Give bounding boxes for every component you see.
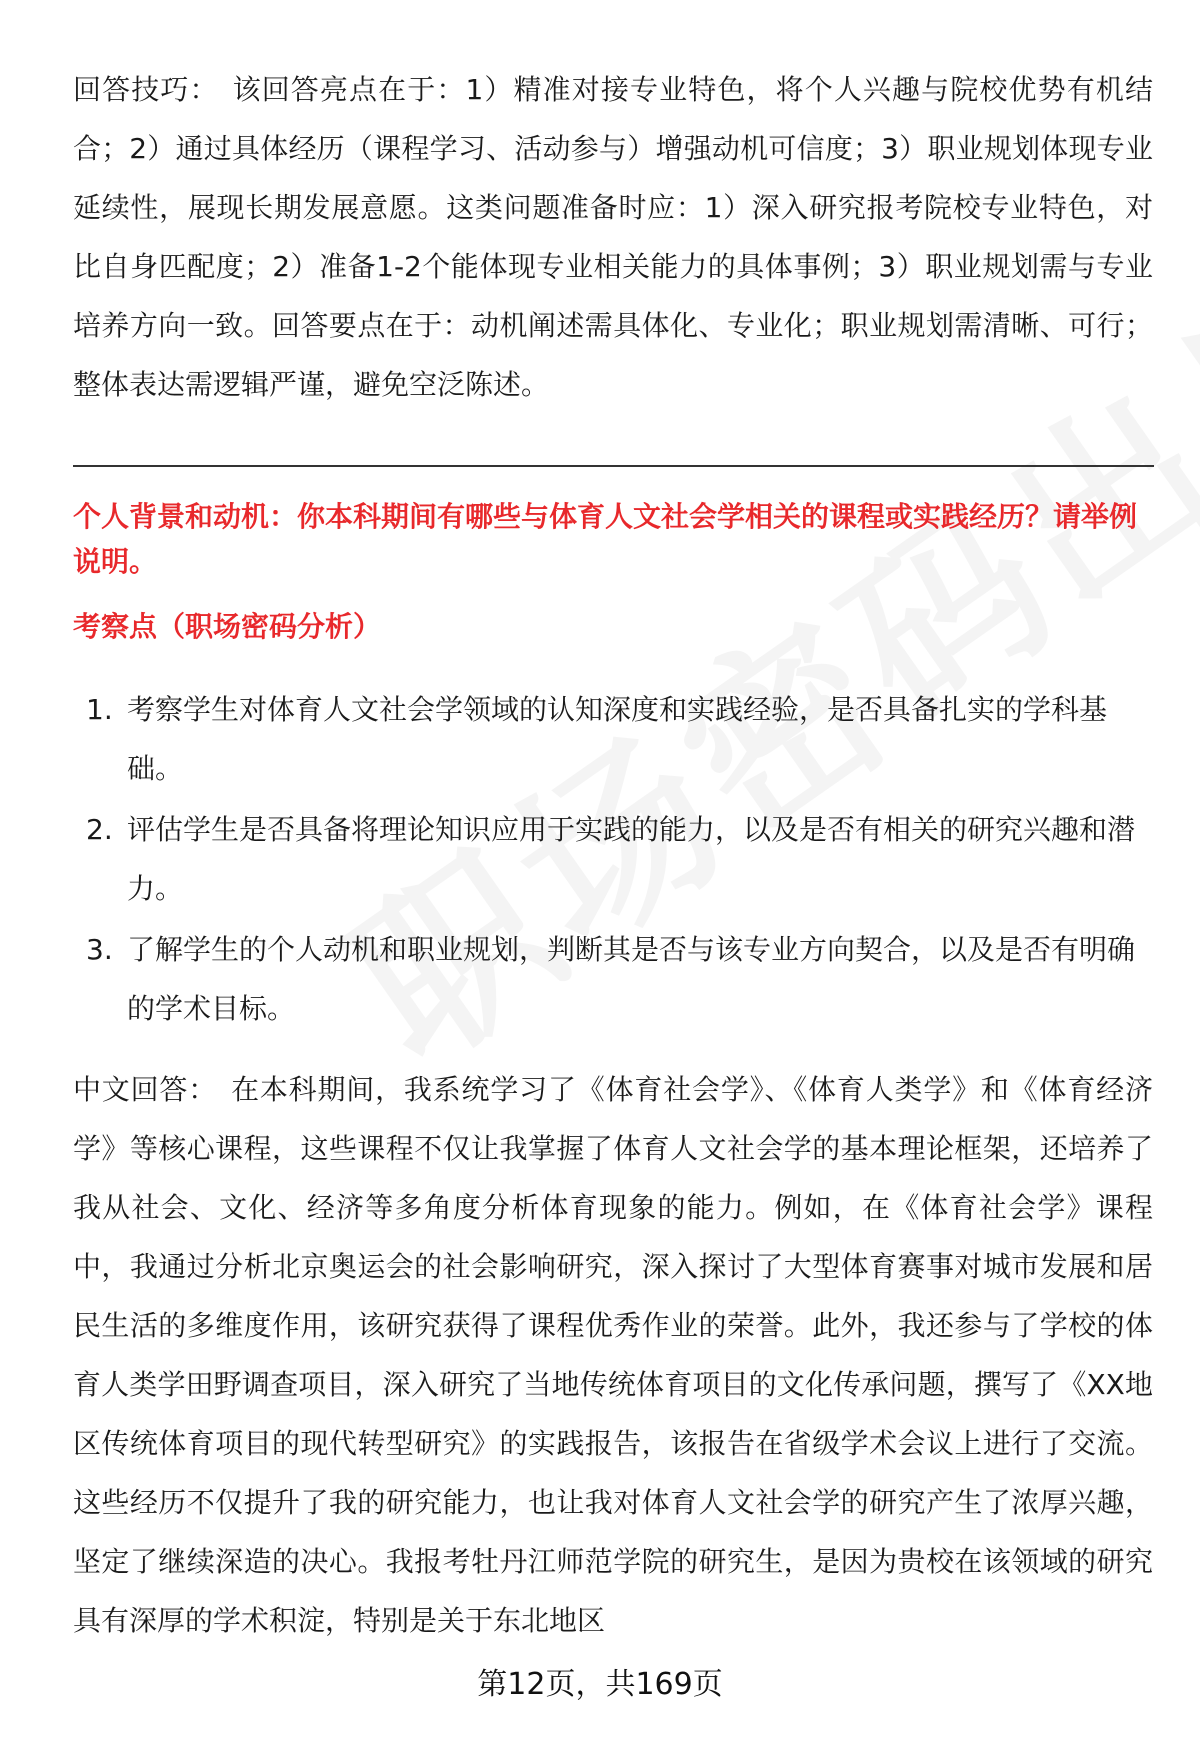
- answer-tips-paragraph: [73, 60, 1153, 414]
- answer-tips-text: 该回答亮点在于：1）精准对接专业特色，将个人兴趣与院校优势有机结合；2）通过具体经历（课程学习、活动参与）增强动机可信度；3）职业规划体现专业延续性，展现长期发展意愿。这类问题准备时应：1）深入研究报考院校专业特色，对比自身匹配度；2）准备1-2个能体现专业相关能力的具体事例；3）职业规划需与专业培养方向一致。回答要点在于：动机阐述需具体化、专业化；职业规划需清晰、可行；整体表达需逻辑严谨，避免空泛陈述。: [73, 73, 1153, 401]
- list-item: [73, 680, 1153, 798]
- list-item: [73, 800, 1153, 918]
- list-item-number: 2.: [86, 813, 113, 846]
- chinese-answer-text: 在本科期间，我系统学习了《体育社会学》、《体育人类学》和《体育经济学》等核心课程，这些课程不仅让我掌握了体育人文社会学的基本理论框架，还培养了我从社会、文化、经济等多角度分析体育现象的能力。例如，在《体育社会学》课程中，我通过分析北京奥运会的社会影响研究，深入探讨了大型体育赛事对城市发展和居民生活的多维度作用，该研究获得了课程优秀作业的荣誉。此外，我还参与了学校的体育人类学田野调查项目，深入研究了当地传统体育项目的文化传承问题，撰写了《XX地区传统体育项目的现代转型研究》的实践报告，该报告在省级学术会议上进行了交流。这些经历不仅提升了我的研究能力，也让我对体育人文社会学的研究产生了浓厚兴趣，坚定了继续深造的决心。我报考牡丹江师范学院的研究生，是因为贵校在该领域的研究具有深厚的学术积淀，特别是关于东北地区: [73, 1073, 1153, 1637]
- list-item-number: 1.: [86, 693, 113, 726]
- page-number: 第12页，共169页: [477, 1667, 723, 1702]
- question-heading: 个人背景和动机：你本科期间有哪些与体育人文社会学相关的课程或实践经历？请举例说明。: [73, 500, 1138, 578]
- assessment-heading: 考察点（职场密码分析）: [73, 610, 382, 643]
- assessment-list: [73, 680, 1153, 1040]
- chinese-answer-label: 中文回答：: [73, 1073, 218, 1106]
- list-item-number: 3.: [86, 933, 113, 966]
- list-item-text: 评估学生是否具备将理论知识应用于实践的能力，以及是否有相关的研究兴趣和潜力。: [127, 813, 1136, 905]
- list-item: [73, 920, 1153, 1038]
- section-divider: [73, 465, 1154, 467]
- list-item-text: 考察学生对体育人文社会学领域的认知深度和实践经验，是否具备扎实的学科基础。: [127, 693, 1108, 785]
- chinese-answer-paragraph: [73, 1060, 1153, 1650]
- answer-tips-label: 回答技巧：: [73, 73, 219, 106]
- list-item-text: 了解学生的个人动机和职业规划，判断其是否与该专业方向契合，以及是否有明确的学术目标。: [127, 933, 1136, 1025]
